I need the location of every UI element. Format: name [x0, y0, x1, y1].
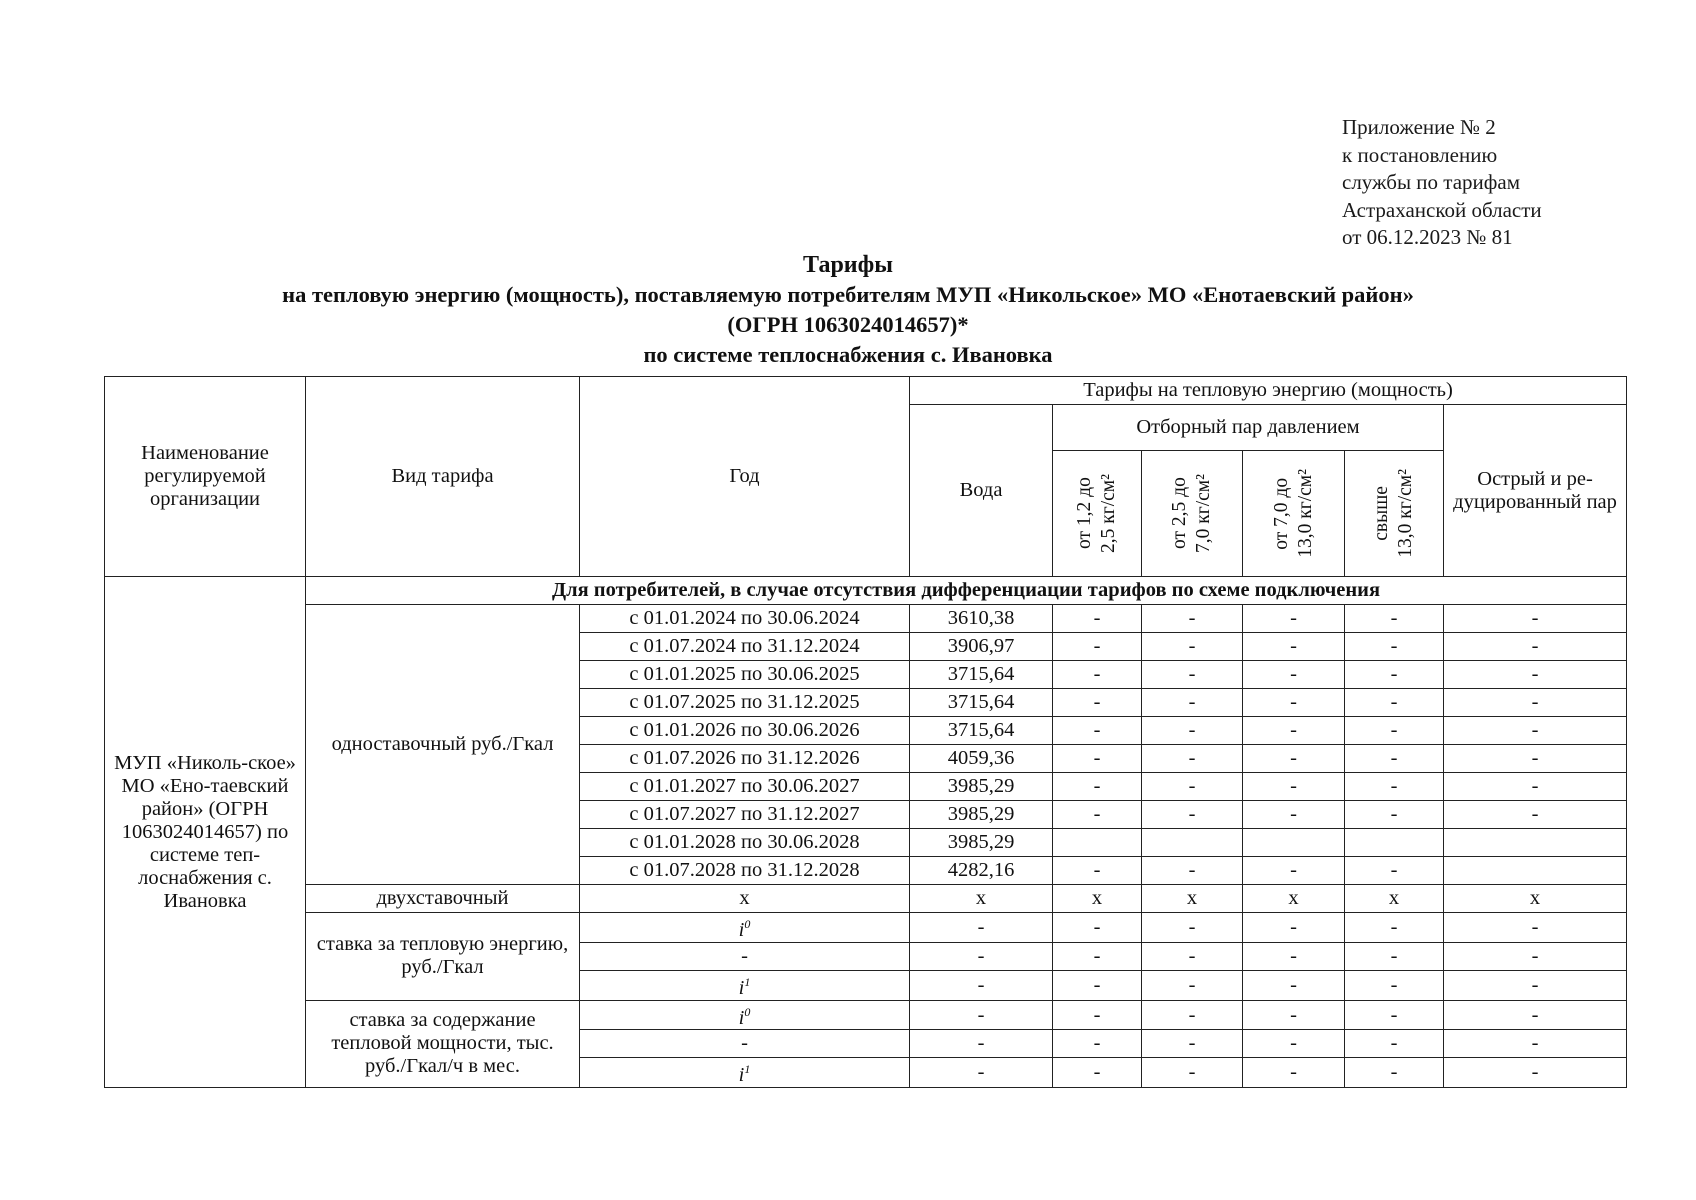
appendix-line: Приложение № 2 — [1342, 115, 1496, 139]
rate-value: - — [1142, 1030, 1243, 1058]
tariff-value: - — [1444, 717, 1627, 745]
rate-value: - — [1444, 942, 1627, 970]
tariff-value: - — [1345, 773, 1444, 801]
rate-value: - — [1345, 913, 1444, 943]
appendix-line: Астраханской области — [1342, 197, 1542, 222]
rate-value: - — [1053, 942, 1142, 970]
appendix-line: к постановлению — [1342, 142, 1498, 167]
tariff-value: - — [1053, 773, 1142, 801]
tariff-value: - — [1345, 689, 1444, 717]
period-cell: с 01.01.2024 по 30.06.2024 — [580, 605, 910, 633]
year-cell — [580, 942, 910, 970]
rate-value: - — [910, 1058, 1053, 1088]
tariff-value: - — [1444, 745, 1627, 773]
water-value: 4282,16 — [910, 857, 1053, 885]
tariff-value: - — [1345, 605, 1444, 633]
tariff-value: - — [1243, 745, 1345, 773]
header-pressure-2 — [1142, 451, 1243, 577]
tariff-value: - — [1243, 857, 1345, 885]
rate-value: - — [1053, 970, 1142, 1000]
header-pressure-4 — [1345, 451, 1444, 577]
water-value: 3610,38 — [910, 605, 1053, 633]
two-rate-label: двухставочный — [306, 885, 580, 913]
year-index-sup: 0 — [744, 1004, 751, 1019]
period-cell: с 01.07.2025 по 31.12.2025 — [580, 689, 910, 717]
document-title — [0, 250, 1696, 370]
tariff-value: - — [1142, 661, 1243, 689]
year-index: i — [738, 918, 745, 941]
org-name-cell: МУП «Николь-ское» МО «Ено-таевский район» (ОГРН 1063024014657) по системе теп-лоснабжения с. Ивановка — [105, 577, 306, 1088]
header-sharp-steam: Острый и ре-дуцированный пар — [1444, 405, 1627, 577]
header-pressure-4-text: свыше 13,0 кг/см² — [1371, 469, 1416, 558]
header-pressure-1 — [1053, 451, 1142, 577]
water-value: 3906,97 — [910, 633, 1053, 661]
year-cell — [580, 970, 910, 1000]
year-cell — [580, 1058, 910, 1088]
tariff-value: - — [1243, 661, 1345, 689]
rate-value: - — [1243, 1030, 1345, 1058]
table-row — [105, 913, 1627, 943]
water-value: 3985,29 — [910, 801, 1053, 829]
year-index-sup: 1 — [744, 974, 751, 989]
tariff-value — [1243, 829, 1345, 857]
year-index: - — [741, 1032, 748, 1055]
tariff-value — [1053, 829, 1142, 857]
rate-value: - — [1142, 942, 1243, 970]
rate-value: - — [1444, 970, 1627, 1000]
tariff-value: - — [1053, 633, 1142, 661]
rate-value: - — [1053, 1000, 1142, 1030]
tariff-value: - — [1053, 605, 1142, 633]
rate-value: - — [1345, 1058, 1444, 1088]
tariff-value: - — [1444, 773, 1627, 801]
period-cell: с 01.01.2026 по 30.06.2026 — [580, 717, 910, 745]
period-cell: с 01.01.2028 по 30.06.2028 — [580, 829, 910, 857]
header-steam-group: Отборный пар давлением — [1053, 405, 1444, 451]
water-value: 3985,29 — [910, 773, 1053, 801]
header-tariff-group: Тарифы на тепловую энергию (мощность) — [910, 377, 1627, 405]
rate-value: - — [1142, 970, 1243, 1000]
tariff-value: - — [1444, 605, 1627, 633]
period-cell: с 01.01.2025 по 30.06.2025 — [580, 661, 910, 689]
header-water: Вода — [910, 405, 1053, 577]
header-year: Год — [580, 377, 910, 577]
tariff-value: - — [1142, 773, 1243, 801]
title-line: (ОГРН 1063024014657)* — [727, 312, 969, 337]
tariff-value: - — [1345, 661, 1444, 689]
period-cell: с 01.07.2024 по 31.12.2024 — [580, 633, 910, 661]
rate-value: - — [1243, 1000, 1345, 1030]
tariff-value: - — [1053, 801, 1142, 829]
section-row — [105, 577, 1627, 605]
year-index-sup: 1 — [744, 1062, 751, 1077]
two-rate-value: х — [1053, 885, 1142, 913]
tariff-value — [1444, 829, 1627, 857]
rate-value: - — [1053, 1030, 1142, 1058]
rate-value: - — [910, 1030, 1053, 1058]
period-cell: с 01.07.2028 по 31.12.2028 — [580, 857, 910, 885]
year-cell — [580, 1000, 910, 1030]
rate-value: - — [1243, 913, 1345, 943]
tariff-value: - — [1243, 801, 1345, 829]
title-line: Тарифы — [803, 252, 893, 278]
tariff-value: - — [1243, 605, 1345, 633]
tariff-value: - — [1345, 717, 1444, 745]
water-value: 3715,64 — [910, 661, 1053, 689]
rate-value: - — [910, 1000, 1053, 1030]
tariff-value: - — [1243, 717, 1345, 745]
two-rate-value: х — [580, 885, 910, 913]
tariff-value: - — [1053, 717, 1142, 745]
rate-value: - — [1142, 1058, 1243, 1088]
header-pressure-3 — [1243, 451, 1345, 577]
rate-value: - — [1444, 913, 1627, 943]
rate-value: - — [910, 913, 1053, 943]
two-rate-row — [105, 885, 1627, 913]
two-rate-value: х — [1142, 885, 1243, 913]
water-value: 3715,64 — [910, 689, 1053, 717]
two-rate-value: х — [1444, 885, 1627, 913]
tariff-value: - — [1345, 633, 1444, 661]
header-org-name: Наименование регулируемой организации — [105, 377, 306, 577]
rate-value: - — [1444, 1000, 1627, 1030]
two-rate-value: х — [1243, 885, 1345, 913]
title-line: на тепловую энергию (мощность), поставляемую потребителям МУП «Никольское» МО «Енотаевский район» — [282, 282, 1414, 307]
tariff-value: - — [1142, 717, 1243, 745]
period-cell: с 01.07.2026 по 31.12.2026 — [580, 745, 910, 773]
rate-value: - — [1142, 913, 1243, 943]
tariff-value: - — [1142, 801, 1243, 829]
header-row-1 — [105, 377, 1627, 405]
tariff-value: - — [1243, 773, 1345, 801]
water-value: 3985,29 — [910, 829, 1053, 857]
capacity-rate-label: ставка за содержание тепловой мощности, тыс. руб./Гкал/ч в мес. — [306, 1000, 580, 1088]
tariff-value: - — [1444, 801, 1627, 829]
rate-value: - — [1345, 1030, 1444, 1058]
tariff-value — [1142, 829, 1243, 857]
rate-value: - — [1053, 913, 1142, 943]
year-index: i — [738, 976, 745, 999]
year-index-sup: 0 — [744, 917, 751, 931]
rate-value: - — [1243, 942, 1345, 970]
rate-value: - — [910, 942, 1053, 970]
tariff-value: - — [1444, 689, 1627, 717]
appendix-line: службы по тарифам — [1342, 170, 1520, 194]
year-index: i — [738, 1006, 745, 1029]
rate-value: - — [910, 970, 1053, 1000]
water-value: 3715,64 — [910, 717, 1053, 745]
tariff-value: - — [1345, 745, 1444, 773]
year-cell — [580, 1030, 910, 1058]
tariff-value: - — [1142, 689, 1243, 717]
tariff-table — [104, 376, 1627, 1088]
rate-value: - — [1142, 1000, 1243, 1030]
appendix-note — [1342, 114, 1542, 252]
rate-value: - — [1444, 1030, 1627, 1058]
tariff-value: - — [1142, 633, 1243, 661]
water-value: 4059,36 — [910, 745, 1053, 773]
single-rate-label: одноставочный руб./Гкал — [306, 605, 580, 885]
tariff-value: - — [1345, 801, 1444, 829]
tariff-value: - — [1444, 661, 1627, 689]
year-index: - — [741, 944, 748, 967]
energy-rate-label: ставка за тепловую энергию, руб./Гкал — [306, 913, 580, 1001]
tariff-value: - — [1243, 689, 1345, 717]
two-rate-value: х — [1345, 885, 1444, 913]
tariff-value: - — [1444, 633, 1627, 661]
table-row — [105, 1000, 1627, 1030]
period-cell: с 01.01.2027 по 30.06.2027 — [580, 773, 910, 801]
tariff-value: - — [1053, 689, 1142, 717]
rate-value: - — [1053, 1058, 1142, 1088]
year-cell — [580, 913, 910, 943]
tariff-value: - — [1053, 745, 1142, 773]
rate-value: - — [1243, 970, 1345, 1000]
table-row — [105, 605, 1627, 633]
tariff-value: - — [1345, 857, 1444, 885]
header-tariff-type: Вид тарифа — [306, 377, 580, 577]
tariff-value — [1444, 857, 1627, 885]
tariff-value: - — [1142, 605, 1243, 633]
period-cell: с 01.07.2027 по 31.12.2027 — [580, 801, 910, 829]
title-line: по системе теплоснабжения с. Ивановка — [643, 342, 1053, 367]
rate-value: - — [1345, 1000, 1444, 1030]
tariff-value: - — [1053, 661, 1142, 689]
header-pressure-1-text: от 1,2 до 2,5 кг/см² — [1074, 474, 1119, 553]
year-index: i — [738, 1064, 745, 1087]
tariff-value: - — [1243, 633, 1345, 661]
rate-value: - — [1243, 1058, 1345, 1088]
tariff-value: - — [1053, 857, 1142, 885]
appendix-line: от 06.12.2023 № 81 — [1342, 225, 1513, 249]
header-pressure-3-text: от 7,0 до 13,0 кг/см² — [1270, 469, 1316, 558]
tariff-value — [1345, 829, 1444, 857]
header-pressure-2-text: от 2,5 до 7,0 кг/см² — [1169, 474, 1214, 553]
two-rate-value: х — [910, 885, 1053, 913]
tariff-value: - — [1142, 857, 1243, 885]
rate-value: - — [1444, 1058, 1627, 1088]
section-title: Для потребителей, в случае отсутствия дифференциации тарифов по схеме подключения — [306, 577, 1627, 605]
rate-value: - — [1345, 942, 1444, 970]
rate-value: - — [1345, 970, 1444, 1000]
tariff-value: - — [1142, 745, 1243, 773]
